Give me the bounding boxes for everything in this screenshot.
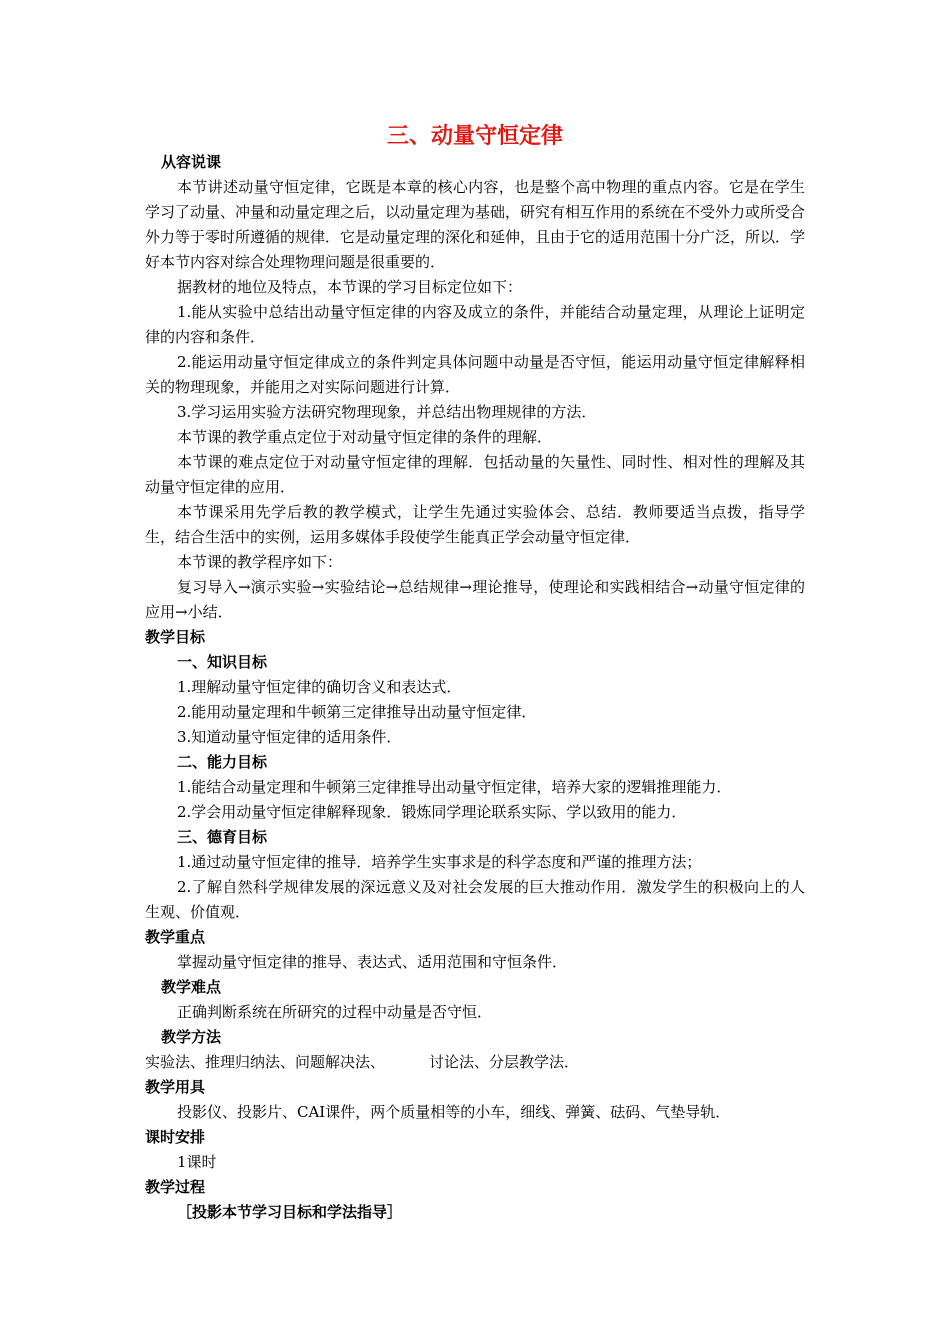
paragraph: 3.学习运用实验方法研究物理现象，并总结出物理规律的方法． [177,403,597,421]
methods-part-a: 实验法、推理归纳法、问题解决法、 [145,1053,386,1071]
section-heading-fangfa: 教学方法 [161,1028,222,1046]
bracket-note: ［投影本节学习目标和学法指导］ [177,1203,403,1221]
section-heading-zhongdian: 教学重点 [145,928,206,946]
section-heading-mubiao: 教学目标 [145,628,206,646]
section-heading-guocheng: 教学过程 [145,1178,206,1196]
list-item: 2.学会用动量守恒定律解释现象．锻炼同学理论联系实际、学以致用的能力． [177,803,687,821]
section-heading-nandian: 教学难点 [161,978,222,996]
paragraph: 掌握动量守恒定律的推导、表达式、适用范围和守恒条件． [177,953,568,971]
document-body [145,150,805,1225]
paragraph: 复习导入→演示实验→实验结论→总结规律→理论推导，使理论和实践相结合→动量守恒定律的应用→小结． [145,578,805,621]
paragraph: 本节课的难点定位于对动量守恒定律的理解．包括动量的矢量性、同时性、相对性的理解及其动量守恒定律的应用． [145,453,805,496]
methods-part-b: 讨论法、分层教学法． [429,1053,580,1071]
paragraph: 本节课采用先学后教的教学模式，让学生先通过实验体会、总结．教师要适当点拨，指导学生，结合生活中的实例，运用多媒体手段使学生能真正学会动量守恒定律． [145,503,805,546]
section-heading-keshi: 课时安排 [145,1128,206,1146]
paragraph-methods [145,1050,805,1075]
paragraph: 1课时 [177,1153,217,1171]
paragraph: 本节课的教学重点定位于对动量守恒定律的条件的理解． [177,428,553,446]
subheading-zhishi: 一、知识目标 [177,653,268,671]
page-title: 三、动量守恒定律 [386,124,563,149]
paragraph: 据教材的地位及特点，本节课的学习目标定位如下： [177,278,523,296]
list-item: 2.能用动量定理和牛顿第三定律推导出动量守恒定律． [177,703,537,721]
list-item: 1.理解动量守恒定律的确切含义和表达式． [177,678,462,696]
list-item: 1.能结合动量定理和牛顿第三定律推导出动量守恒定律，培养大家的逻辑推理能力． [177,778,732,796]
paragraph: 1.能从实验中总结出动量守恒定律的内容及成立的条件，并能结合动量定理，从理论上证明定律的内容和条件． [145,303,805,346]
list-item: 2.了解自然科学规律发展的深远意义及对社会发展的巨大推动作用．激发学生的积极向上的人生观、价值观． [145,878,805,921]
paragraph: 正确判断系统在所研究的过程中动量是否守恒． [177,1003,493,1021]
section-heading-congrong: 从容说课 [161,153,222,171]
paragraph: 2.能运用动量守恒定律成立的条件判定具体问题中动量是否守恒，能运用动量守恒定律解释相关的物理现象，并能用之对实际问题进行计算． [145,353,805,396]
paragraph: 本节讲述动量守恒定律，它既是本章的核心内容，也是整个高中物理的重点内容。它是在学生学习了动量、冲量和动量定理之后，以动量定理为基础，研究有相互作用的系统在不受外力或所受合外力等于零时所遵循的规律．它是动量定理的深化和延伸，且由于它的适用范围十分广泛，所以．学好本节内容对综合处理物理问题是很重要的． [145,178,806,271]
paragraph: 投影仪、投影片、CAI课件，两个质量相等的小车，细线、弹簧、砝码、气垫导轨． [177,1103,731,1121]
subheading-deyu: 三、德育目标 [177,828,268,846]
list-item: 1.通过动量守恒定律的推导．培养学生实事求是的科学态度和严谨的推理方法； [177,853,702,871]
section-heading-yongju: 教学用具 [145,1078,206,1096]
paragraph: 本节课的教学程序如下： [177,553,343,571]
subheading-nengli: 二、能力目标 [177,753,268,771]
list-item: 3.知道动量守恒定律的适用条件． [177,728,402,746]
